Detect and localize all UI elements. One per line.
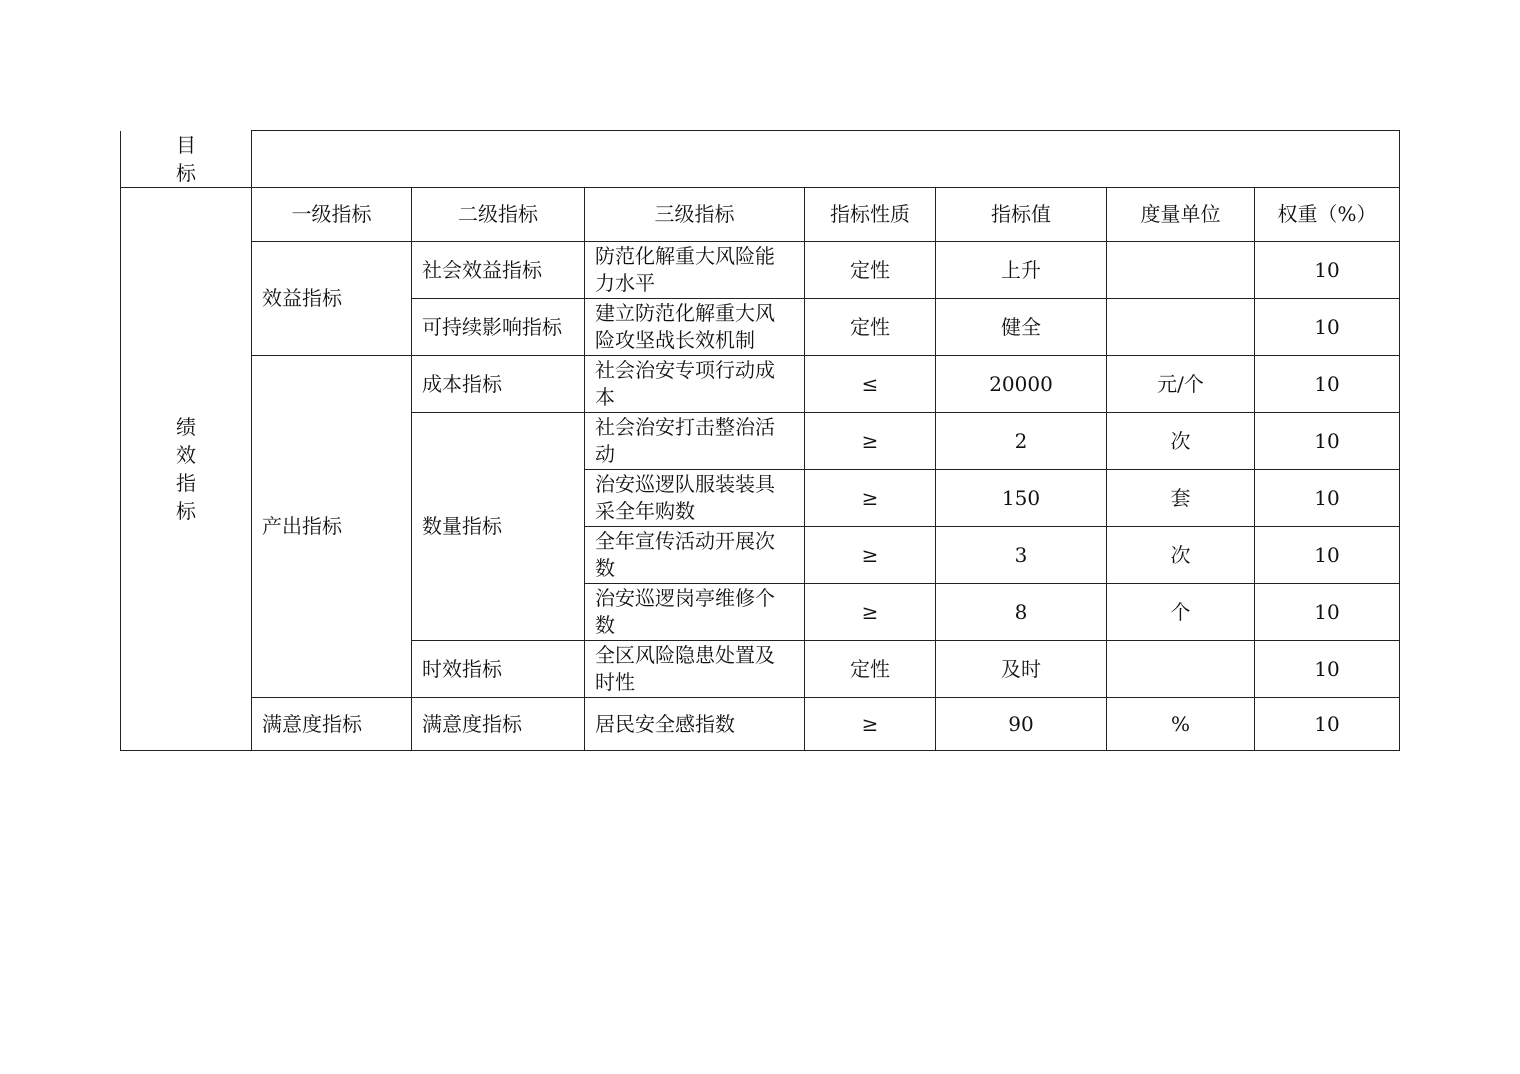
unit-cell [1107,641,1255,698]
value-cell: 90 [936,698,1107,751]
goal-content [252,131,1400,188]
nature-cell: 定性 [805,242,936,299]
level2-quantity: 数量指标 [412,413,585,641]
value-cell: 健全 [936,299,1107,356]
nature-cell: 定性 [805,641,936,698]
value-cell: 150 [936,470,1107,527]
header-row [121,188,1400,242]
value-cell: 及时 [936,641,1107,698]
header-nature: 指标性质 [805,188,936,242]
nature-cell: ≥ [805,698,936,751]
level3-name: 治安巡逻岗亭维修个数 [585,584,805,641]
unit-cell: 次 [1107,413,1255,470]
value-cell: 3 [936,527,1107,584]
table-row [121,698,1400,751]
performance-label-char: 效 [176,443,196,467]
goal-label [121,131,252,188]
level2-sustainable: 可持续影响指标 [412,299,585,356]
nature-cell: ≥ [805,584,936,641]
value-cell: 上升 [936,242,1107,299]
goal-row [121,131,1400,188]
header-level1: 一级指标 [252,188,412,242]
level3-name: 社会治安专项行动成本 [585,356,805,413]
weight-cell: 10 [1255,413,1400,470]
value-cell: 8 [936,584,1107,641]
header-value: 指标值 [936,188,1107,242]
weight-cell: 10 [1255,584,1400,641]
header-level3: 三级指标 [585,188,805,242]
level3-name: 社会治安打击整治活动 [585,413,805,470]
table-row [121,242,1400,299]
weight-cell: 10 [1255,470,1400,527]
nature-cell: ≤ [805,356,936,413]
unit-cell: 个 [1107,584,1255,641]
level2-satisfaction: 满意度指标 [412,698,585,751]
weight-cell: 10 [1255,641,1400,698]
value-cell: 20000 [936,356,1107,413]
weight-cell: 10 [1255,527,1400,584]
value-cell: 2 [936,413,1107,470]
level1-satisfaction: 满意度指标 [252,698,412,751]
level3-name: 居民安全感指数 [585,698,805,751]
weight-cell: 10 [1255,356,1400,413]
weight-cell: 10 [1255,698,1400,751]
table-row [121,356,1400,413]
level2-timeliness: 时效指标 [412,641,585,698]
unit-cell [1107,242,1255,299]
unit-cell: 次 [1107,527,1255,584]
level3-name: 全年宣传活动开展次数 [585,527,805,584]
level3-name: 建立防范化解重大风险攻坚战长效机制 [585,299,805,356]
unit-cell: % [1107,698,1255,751]
header-unit: 度量单位 [1107,188,1255,242]
nature-cell: 定性 [805,299,936,356]
unit-cell [1107,299,1255,356]
performance-label-char: 标 [176,499,196,523]
performance-goal-table [120,130,1400,751]
performance-label-char: 指 [176,471,196,495]
weight-cell: 10 [1255,242,1400,299]
level3-name: 防范化解重大风险能力水平 [585,242,805,299]
unit-cell: 元/个 [1107,356,1255,413]
level2-cost: 成本指标 [412,356,585,413]
level3-name: 全区风险隐患处置及时性 [585,641,805,698]
header-level2: 二级指标 [412,188,585,242]
level2-social: 社会效益指标 [412,242,585,299]
nature-cell: ≥ [805,413,936,470]
weight-cell: 10 [1255,299,1400,356]
nature-cell: ≥ [805,470,936,527]
level1-benefit: 效益指标 [252,242,412,356]
performance-label [121,188,252,751]
nature-cell: ≥ [805,527,936,584]
unit-cell: 套 [1107,470,1255,527]
header-weight: 权重（%） [1255,188,1400,242]
level3-name: 治安巡逻队服装装具采全年购数 [585,470,805,527]
goal-label-char: 目 [176,132,196,157]
goal-label-char: 标 [176,160,196,185]
level1-output: 产出指标 [252,356,412,698]
performance-label-char: 绩 [176,415,196,439]
